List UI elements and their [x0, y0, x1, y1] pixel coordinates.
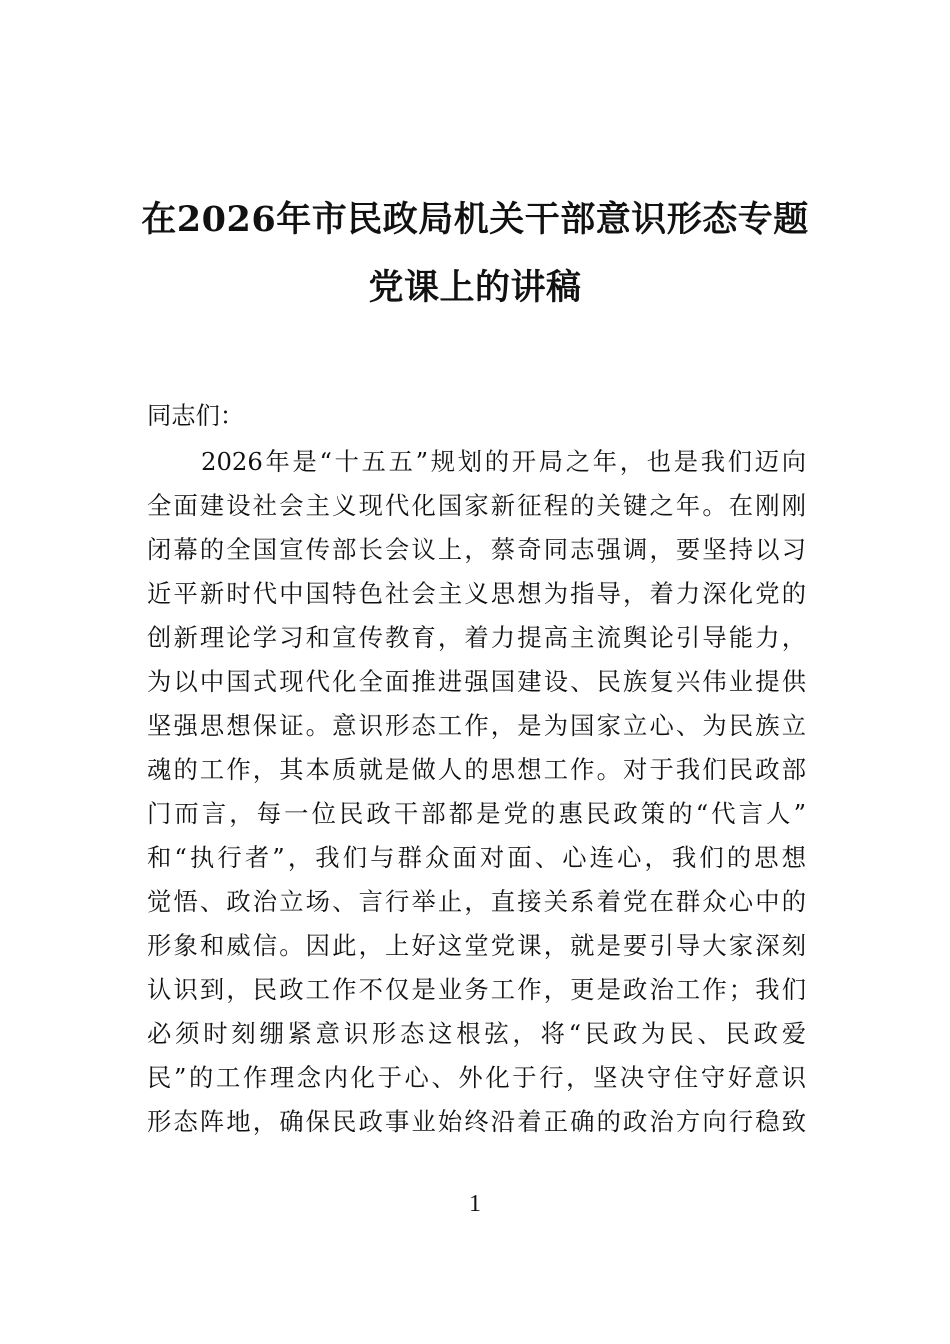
- body-line: 为以中国式现代化全面推进强国建设、民族复兴伟业提供: [147, 667, 806, 696]
- page-number: 1: [469, 1191, 481, 1217]
- body-line: 形象和威信。因此，上好这堂党课，就是要引导大家深刻: [147, 931, 806, 960]
- body-line: 认识到，民政工作不仅是业务工作，更是政治工作；我们: [147, 975, 806, 1004]
- document-title-line-1: 在2026年市民政局机关干部意识形态专题: [141, 199, 809, 240]
- body-line: 形态阵地，确保民政事业始终沿着正确的政治方向行稳致: [147, 1107, 806, 1136]
- body-line: 全面建设社会主义现代化国家新征程的关键之年。在刚刚: [147, 491, 806, 520]
- body-line: 门而言，每一位民政干部都是党的惠民政策的“代言人”: [147, 799, 806, 828]
- body-line: 闭幕的全国宣传部长会议上，蔡奇同志强调，要坚持以习: [147, 535, 806, 564]
- body-line: 和“执行者”，我们与群众面对面、心连心，我们的思想: [147, 843, 806, 872]
- body-line: 必须时刻绷紧意识形态这根弦，将“民政为民、民政爱: [147, 1019, 806, 1048]
- body-line: 近平新时代中国特色社会主义思想为指导，着力深化党的: [147, 579, 806, 608]
- body-line: 2026年是“十五五”规划的开局之年，也是我们迈向: [147, 447, 806, 476]
- body-line: 魂的工作，其本质就是做人的思想工作。对于我们民政部: [147, 755, 806, 784]
- body-line: 觉悟、政治立场、言行举止，直接关系着党在群众心中的: [147, 887, 806, 916]
- body-line: 坚强思想保证。意识形态工作，是为国家立心、为民族立: [147, 711, 806, 740]
- document-title-line-2: 党课上的讲稿: [368, 267, 582, 308]
- body-line: 创新理论学习和宣传教育，着力提高主流舆论引导能力，: [147, 623, 806, 652]
- salutation: 同志们：: [147, 401, 245, 430]
- body-line: 民”的工作理念内化于心、外化于行，坚决守住守好意识: [147, 1063, 806, 1092]
